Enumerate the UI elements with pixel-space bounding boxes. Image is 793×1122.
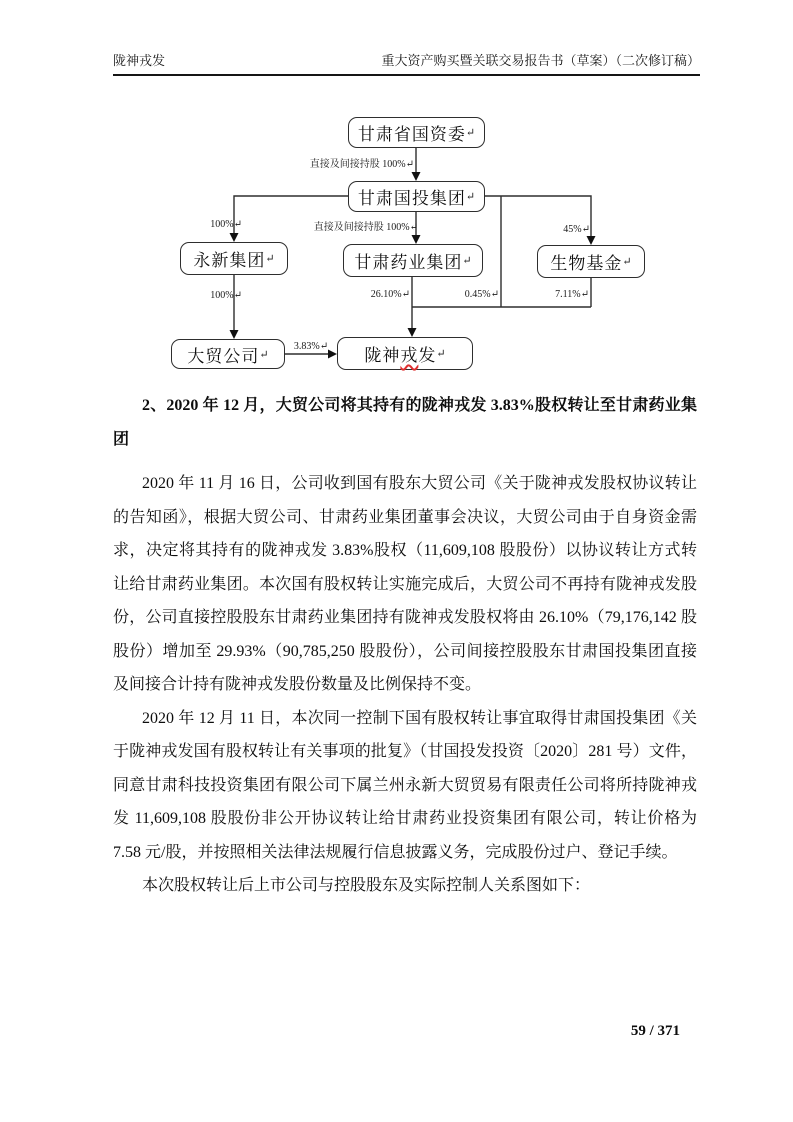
node-longshen-rongfa: 陇神 戎 发 ↵ <box>337 337 473 370</box>
paragraph-mark: ↵ <box>465 191 476 203</box>
paragraph-mark: ↵ <box>462 255 472 267</box>
node-damao-company: 大贸公司 ↵ <box>171 339 285 369</box>
paragraph-relationship-chart-intro: 本次股权转让后上市公司与控股股东及实际控制人关系图如下： <box>142 877 591 894</box>
edge-label-guotou-yongxin: 100%↵ <box>210 219 242 230</box>
page-header <box>113 50 700 76</box>
edge-label-damao-lsrf: 3.83%↵ <box>293 341 329 352</box>
paragraph-approval-document: 2020 年 12 月 11 日，本次同一控制下国有股权转让事宜取得甘肃国投集团《关于陇神戎发国有股权转让有关事项的批复》（甘国投发投资〔2020〕281 号）文件，同意甘肃科技投资集团有限公司下属兰州永新大贸贸易有限责任公司将所持陇神戎发 11,609,108 股股份非公开协议转让给甘肃药业投资集团有限公司，转让价格为 7.58 元/股，并按照相关法律法规履行信息披露义务，完成股份过户、登记手续。 <box>113 709 697 861</box>
edge-label-sasac-guotou: 直接及间接持股 100%↵ <box>309 159 414 170</box>
node-gansu-pharma-group: 甘肃药业集团 ↵ <box>343 244 483 277</box>
paragraph-share-transfer-notice: 2020 年 11 月 16 日，公司收到国有股东大贸公司《关于陇神戎发股权协议转让的告知函》，根据大贸公司、甘肃药业集团董事会决议，大贸公司由于自身资金需求，决定将其持有的陇神戎发 3.83%股权（11,609,108 股股份）以协议转让方式转让给甘肃药业集团。本次国有股权转让实施完成后，大贸公司不再持有陇神戎发股份，公司直接控股股东甘肃药业集团持有陇神戎发股权将由 26.10%（79,176,142 股股份）增加至 29.93%（90,785,250 股股份），公司间接控股股东甘肃国投集团直接及间接合计持有陇神戎发股份数量及比例保持不变。 <box>113 475 697 693</box>
edge-label-bio-lsrf: 7.11%↵ <box>555 289 589 300</box>
section-heading: 2、2020 年 12 月，大贸公司将其持有的陇神戎发 3.83%股权转让至甘肃药业集团 <box>113 397 697 448</box>
paragraph-mark: ↵ <box>436 348 446 360</box>
paragraph-mark: ↵ <box>265 253 275 265</box>
body-content <box>113 389 697 903</box>
paragraph-mark: ↵ <box>259 348 269 361</box>
node-yongxin-group: 永新集团 ↵ <box>180 242 288 275</box>
edge-label-guotou-pharma: 直接及间接持股 100%↵ <box>313 222 418 233</box>
edge-label-guotou-bio: 45%↵ <box>563 224 590 235</box>
edge-label-guotou-lsrf: 0.45%↵ <box>464 289 499 300</box>
edge-label-pharma-lsrf: 26.10%↵ <box>370 289 410 300</box>
edge-label-yongxin-damao: 100%↵ <box>210 290 242 301</box>
paragraph-mark: ↵ <box>465 127 476 139</box>
node-gansu-sasac: 甘肃省国资委 ↵ <box>348 117 485 148</box>
node-bio-fund: 生物基金 ↵ <box>537 245 645 278</box>
spellcheck-wavy-underline: 戎 <box>400 346 419 365</box>
node-gansu-guotou-group: 甘肃国投集团 ↵ <box>348 181 485 212</box>
equity-structure-diagram <box>160 105 660 395</box>
header-company-name: 陇神戎发 <box>113 53 166 68</box>
paragraph-mark: ↵ <box>622 256 632 268</box>
page-number: 59 / 371 <box>630 1023 680 1039</box>
header-report-title: 重大资产购买暨关联交易报告书（草案）（二次修订稿） <box>381 53 700 68</box>
